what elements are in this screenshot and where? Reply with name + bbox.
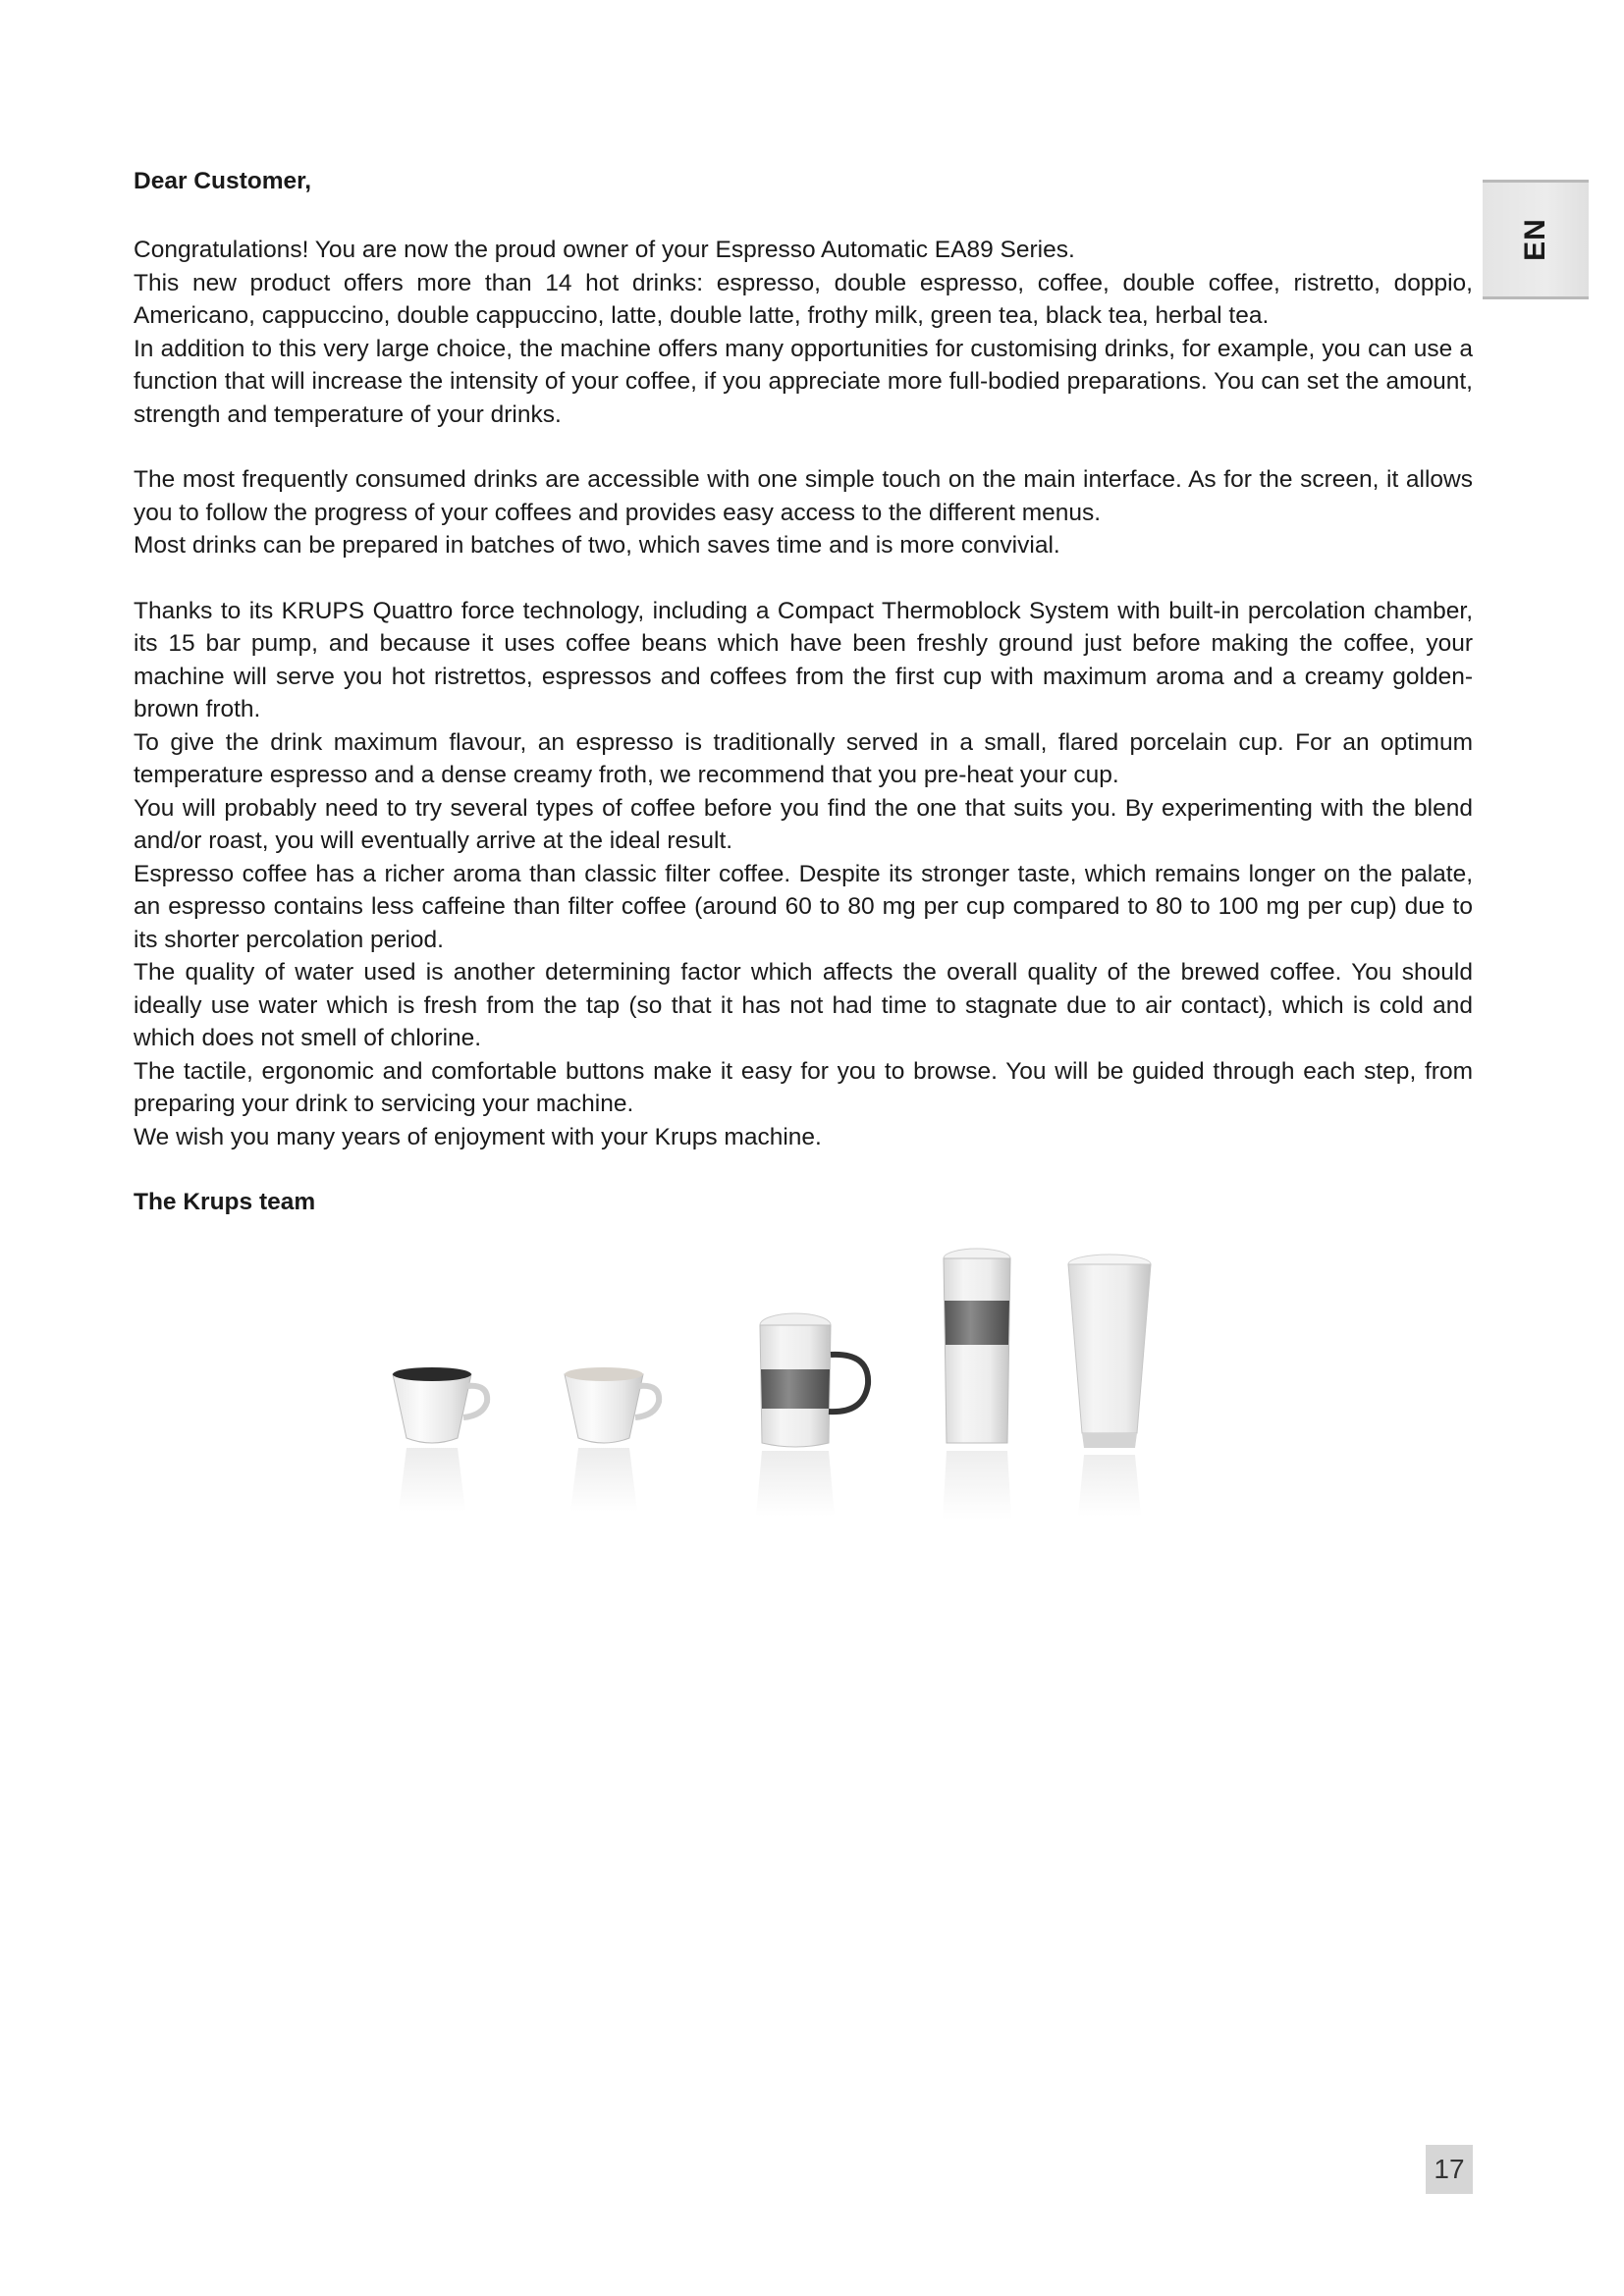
language-tab [1483, 180, 1589, 299]
latte-glass-icon [943, 1249, 1011, 1520]
interface-paragraph-group [134, 463, 1473, 562]
milk-glass-icon [1068, 1255, 1151, 1517]
paragraph: The quality of water used is another determining factor which affects the overall quality of the brewed coffee. You should ideally use water which is fresh from the tap (so that it has not had time to stagnate due to air contact), which is cold and which does not smell of chlorine. [134, 959, 1473, 1051]
paragraph: To give the drink maximum flavour, an espresso is traditionally served in a small, flared porcelain cup. For an optimum temperature espresso and a dense creamy froth, we recommend that you pre-heat your cup. [134, 728, 1473, 788]
signature: The Krups team [134, 1189, 316, 1215]
intro-paragraph-group [134, 234, 1473, 431]
paragraph: The most frequently consumed drinks are accessible with one simple touch on the main interface. As for the screen, it allows you to follow the progress of your coffees and provides easy access to the different menus. [134, 466, 1473, 526]
greeting-heading: Dear Customer, [134, 168, 312, 194]
technology-paragraph-group [134, 595, 1473, 1154]
paragraph: Thanks to its KRUPS Quattro force technology, including a Compact Thermoblock System with built-in percolation chamber, its 15 bar pump, and because it uses coffee beans which have been freshly ground just before making the coffee, your machine will serve you hot ristrettos, espressos and coffees from the first cup with maximum aroma and a creamy golden-brown froth. [134, 597, 1473, 722]
paragraph: Most drinks can be prepared in batches of two, which saves time and is more convivial. [134, 532, 1060, 559]
paragraph: We wish you many years of enjoyment with your Krups machine. [134, 1123, 822, 1150]
paragraph: Congratulations! You are now the proud owner of your Espresso Automatic EA89 Series. [134, 237, 1075, 263]
welcome-letter [134, 165, 1473, 1218]
page-number: 17 [1426, 2145, 1473, 2194]
paragraph: In addition to this very large choice, the machine offers many opportunities for customising drinks, for example, you can use a function that will increase the intensity of your coffee, if you appreciate more full-bodied preparations. You can set the amount, strength and temperature of your drinks. [134, 335, 1473, 428]
paragraph: The tactile, ergonomic and comfortable buttons make it easy for you to browse. You will be guided through each step, from preparing your drink to servicing your machine. [134, 1057, 1473, 1117]
cappuccino-mug-icon [756, 1313, 868, 1517]
paragraph: This new product offers more than 14 hot drinks: espresso, double espresso, coffee, double coffee, ristretto, doppio, Americano, cappuccino, double cappuccino, latte, double latte, frothy milk, green tea, black tea, herbal tea. [134, 269, 1473, 329]
language-tab-label: EN [1519, 218, 1551, 261]
espresso-cup-icon [393, 1367, 487, 1512]
coffee-drinks-illustration [373, 1237, 1237, 1531]
paragraph: Espresso coffee has a richer aroma than classic filter coffee. Despite its stronger taste, which remains longer on the palate, an espresso contains less caffeine than filter coffee (around 60 to 80 mg per cup compared to 80 to 100 mg per cup) due to its shorter percolation period. [134, 860, 1473, 953]
coffee-cup-icon [565, 1367, 659, 1512]
paragraph: You will probably need to try several types of coffee before you find the one that suits you. By experimenting with the blend and/or roast, you will eventually arrive at the ideal result. [134, 794, 1473, 854]
